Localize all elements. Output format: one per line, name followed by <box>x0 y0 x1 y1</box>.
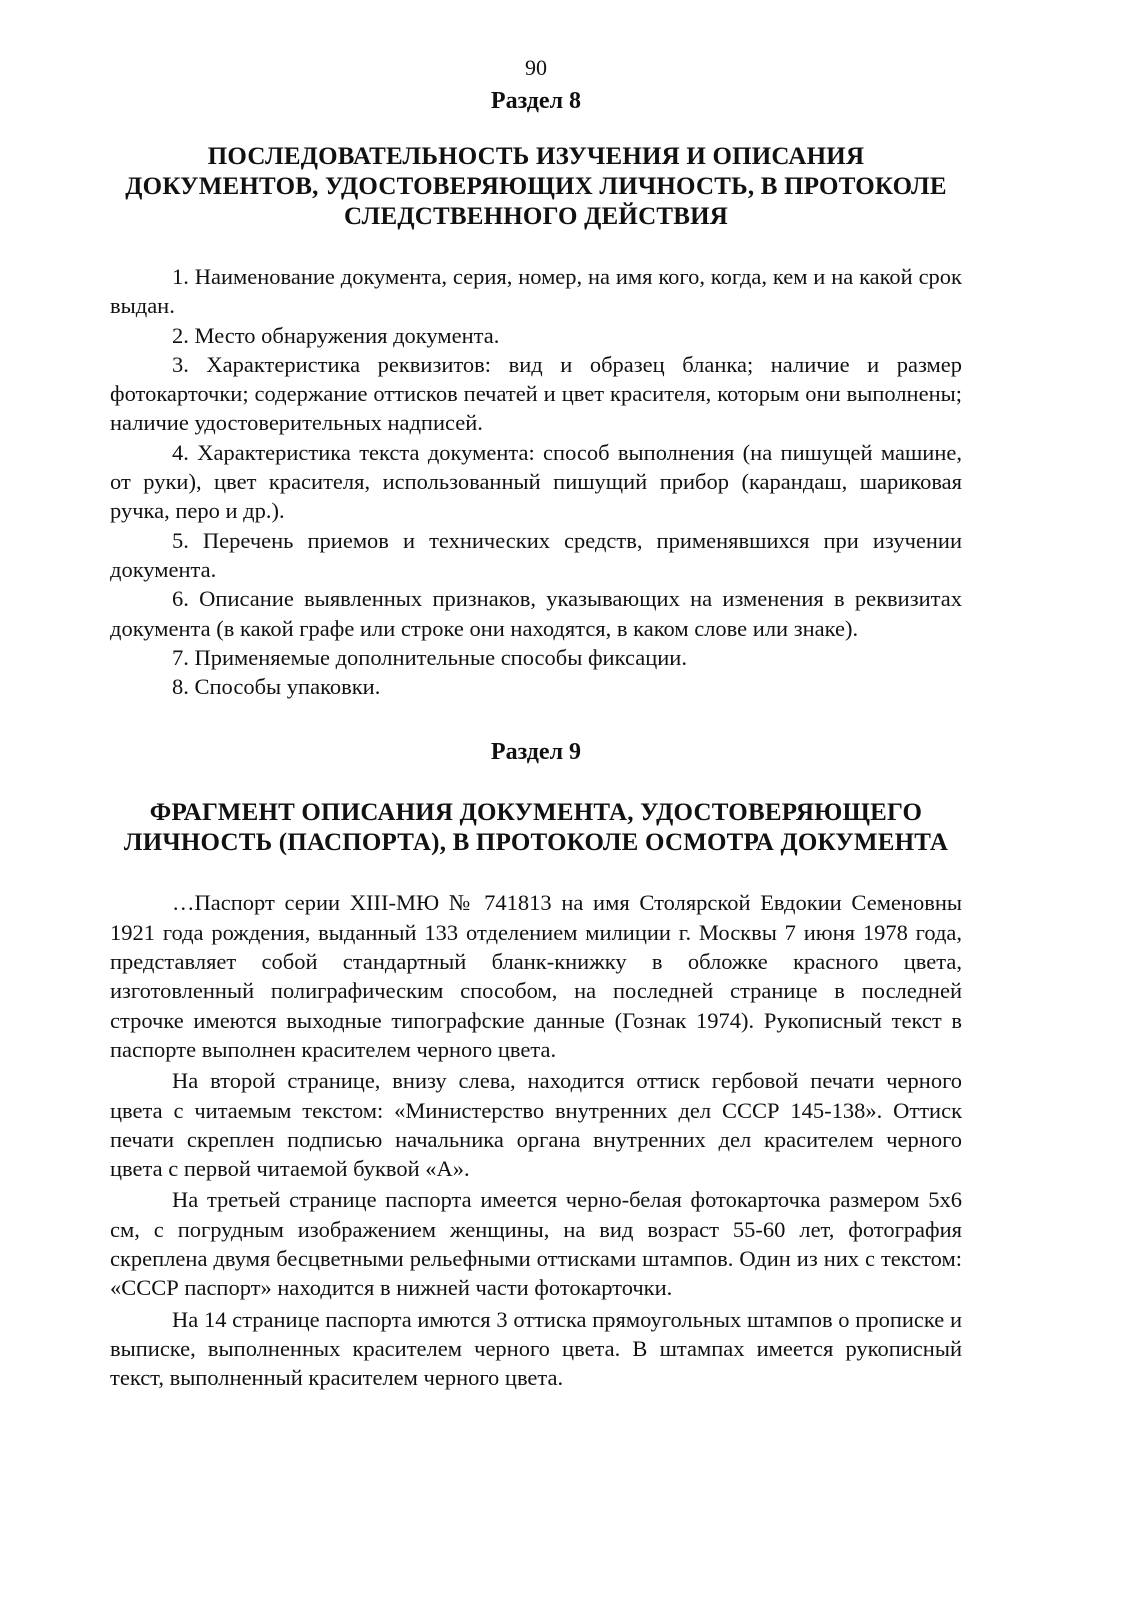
section-8-list <box>110 262 962 701</box>
section-9-title <box>110 798 962 858</box>
list-item: 2. Место обнаружения документа. <box>172 322 500 348</box>
section-9-label: Раздел 9 <box>490 739 582 766</box>
paragraph: …Паспорт серии XIII-МЮ № 741813 на имя Столярской Евдокии Семеновны 1921 года рождения, выданный 133 отделением милиции г. Москвы 7 июня 1978 года, представляет собой стандартный бланк-книжку в обложке красного цвета, изготовленный полиграфическим способом, на последней странице в последней строчке имеются выходные типографские данные (Гознак 1974). Рукописный текст в паспорте выполнен красителем черного цвета. <box>110 890 962 1062</box>
section-9-title-line: ФРАГМЕНТ ОПИСАНИЯ ДОКУМЕНТА, УДОСТОВЕРЯЮЩЕГО <box>149 799 923 827</box>
section-8-label: Раздел 8 <box>490 88 582 114</box>
paragraph: На третьей странице паспорта имеется черно-белая фотокарточка размером 5х6 см, с погрудным изображением женщины, на вид возраст 55-60 лет, фотография скреплена двумя бесцветными рельефными оттисками штампов. Один из них с текстом: «СССР паспорт» находится в нижней части фотокарточки. <box>110 1187 962 1301</box>
list-item: 5. Перечень приемов и технических средств, применявшихся при изучении документа. <box>110 527 962 582</box>
paragraph: На 14 странице паспорта имются 3 оттиска прямоугольных штампов о прописке и выписке, выполненных красителем черного цвета. В штампах имеется рукописный текст, выполненный красителем черного цвета. <box>110 1306 962 1391</box>
list-item: 7. Применяемые дополнительные способы фиксации. <box>172 644 687 670</box>
list-item: 1. Наименование документа, серия, номер, на имя кого, когда, кем и на какой срок выдан. <box>110 264 962 319</box>
section-9-title-line: ЛИЧНОСТЬ (ПАСПОРТА), В ПРОТОКОЛЕ ОСМОТРА ДОКУМЕНТА <box>123 829 949 857</box>
list-item: 4. Характеристика текста документа: способ выполнения (на пишущей машине, от руки), цвет красителя, использованный пишущий прибор (карандаш, шариковая ручка, перо и др.). <box>110 439 962 524</box>
page-number: 90 <box>525 55 547 80</box>
section-9-body <box>110 888 962 1392</box>
section-8-title-line: ДОКУМЕНТОВ, УДОСТОВЕРЯЮЩИХ ЛИЧНОСТЬ, В ПРОТОКОЛЕ <box>125 173 947 200</box>
section-8-title-line: ПОСЛЕДОВАТЕЛЬНОСТЬ ИЗУЧЕНИЯ И ОПИСАНИЯ <box>207 143 865 170</box>
paragraph: На второй странице, внизу слева, находится оттиск гербовой печати черного цвета с читаемым текстом: «Министерство внутренних дел СССР 145-138». Оттиск печати скреплен подписью начальника органа внутренних дел красителем черного цвета с первой читаемой буквой «А». <box>110 1068 962 1182</box>
list-item: 3. Характеристика реквизитов: вид и образец бланка; наличие и размер фотокарточки; содержание оттисков печатей и цвет красителя, которым они выполнены; наличие удостоверительных надписей. <box>110 351 962 436</box>
section-8-title-line: СЛЕДСТВЕННОГО ДЕЙСТВИЯ <box>344 203 728 230</box>
list-item: 6. Описание выявленных признаков, указывающих на изменения в реквизитах документа (в какой графе или строке они находятся, в каком слове или знаке). <box>110 586 962 641</box>
list-item: 8. Способы упаковки. <box>172 674 381 700</box>
section-8-title <box>110 142 962 232</box>
